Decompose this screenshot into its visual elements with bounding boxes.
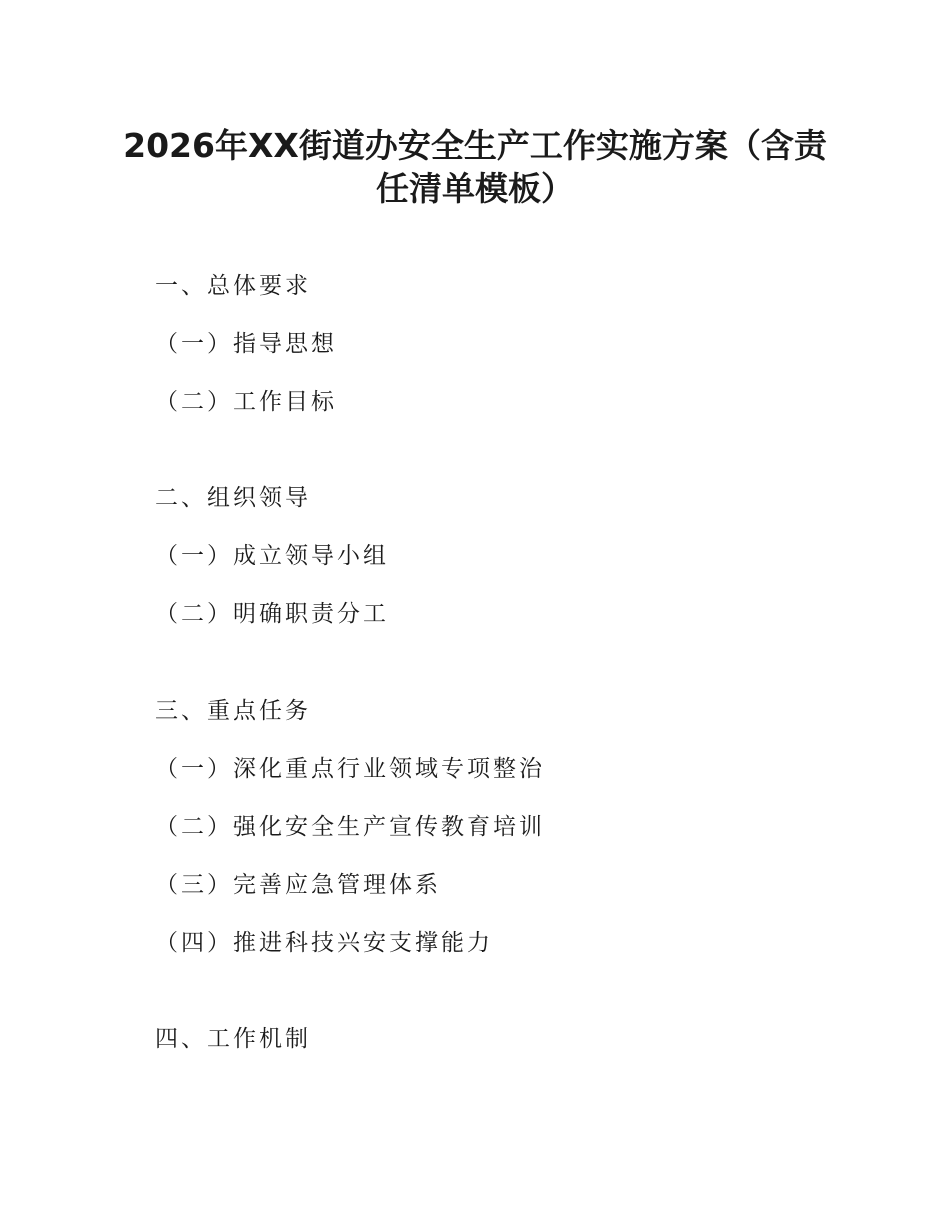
subsection-item: （一）指导思想 — [155, 331, 337, 357]
section-heading-3: 三、重点任务 — [155, 698, 311, 724]
document-title-line2: 任清单模板） — [376, 169, 574, 208]
document-title-line1: 2026年XX街道办安全生产工作实施方案（含责 — [123, 126, 827, 165]
subsection-item: （二）工作目标 — [155, 389, 337, 415]
subsection-item: （一）成立领导小组 — [155, 543, 389, 569]
section-heading-2: 二、组织领导 — [155, 485, 311, 511]
subsection-item: （一）深化重点行业领域专项整治 — [155, 756, 545, 782]
section-heading-1: 一、总体要求 — [155, 273, 311, 299]
subsection-item: （四）推进科技兴安支撑能力 — [155, 930, 493, 956]
section-heading-4: 四、工作机制 — [155, 1026, 311, 1052]
subsection-item: （二）明确职责分工 — [155, 601, 389, 627]
subsection-item: （三）完善应急管理体系 — [155, 872, 441, 898]
subsection-item: （二）强化安全生产宣传教育培训 — [155, 814, 545, 840]
